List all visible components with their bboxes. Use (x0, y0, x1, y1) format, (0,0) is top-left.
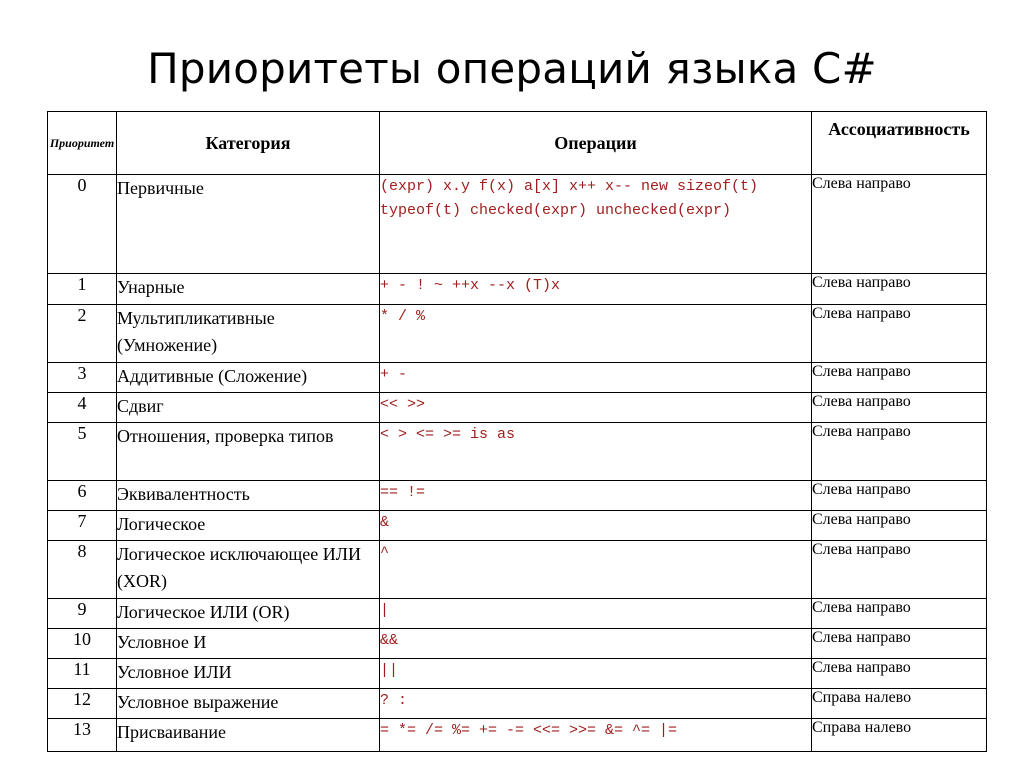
associativity-cell: Слева направо (812, 541, 987, 599)
priority-cell: 8 (48, 541, 117, 599)
operations-cell: && (380, 629, 812, 659)
priority-cell: 3 (48, 363, 117, 393)
priority-cell: 6 (48, 481, 117, 511)
category-cell: Мультипликативные (Умножение) (117, 305, 380, 363)
header-operations: Операции (380, 112, 812, 175)
table-header-row (48, 112, 987, 175)
operations-cell: (expr) x.y f(x) a[x] x++ x-- new sizeof(t) typeof(t) checked(expr) unchecked(expr) (380, 175, 812, 274)
operations-cell: + - ! ~ ++x --x (T)x (380, 274, 812, 305)
table-row (48, 481, 987, 511)
associativity-cell: Слева направо (812, 393, 987, 423)
page-title: Приоритеты операций языка C# (147, 44, 877, 93)
associativity-cell: Слева направо (812, 599, 987, 629)
table-row (48, 599, 987, 629)
priority-cell: 4 (48, 393, 117, 423)
category-cell: Условное выражение (117, 689, 380, 719)
associativity-cell: Слева направо (812, 659, 987, 689)
header-priority: Приоритет (48, 112, 117, 175)
operations-cell: || (380, 659, 812, 689)
category-cell: Сдвиг (117, 393, 380, 423)
associativity-cell: Справа налево (812, 689, 987, 719)
associativity-cell: Слева направо (812, 629, 987, 659)
operations-cell: = *= /= %= += -= <<= >>= &= ^= |= (380, 719, 812, 752)
table-row (48, 511, 987, 541)
category-cell: Аддитивные (Сложение) (117, 363, 380, 393)
associativity-cell: Слева направо (812, 423, 987, 481)
table-row (48, 363, 987, 393)
associativity-cell: Справа налево (812, 719, 987, 752)
header-category: Категория (117, 112, 380, 175)
category-cell: Первичные (117, 175, 380, 274)
operations-cell: | (380, 599, 812, 629)
table-row (48, 629, 987, 659)
associativity-cell: Слева направо (812, 305, 987, 363)
header-associativity: Ассоциативность (812, 112, 987, 175)
category-cell: Присваивание (117, 719, 380, 752)
category-cell: Условное И (117, 629, 380, 659)
table-row (48, 689, 987, 719)
table-row (48, 175, 987, 274)
priority-cell: 10 (48, 629, 117, 659)
category-cell: Условное ИЛИ (117, 659, 380, 689)
category-cell: Логическое (117, 511, 380, 541)
precedence-table (47, 111, 987, 752)
category-cell: Логическое исключающее ИЛИ (XOR) (117, 541, 380, 599)
operations-cell: ? : (380, 689, 812, 719)
priority-cell: 1 (48, 274, 117, 305)
operations-cell: < > <= >= is as (380, 423, 812, 481)
operations-cell: ^ (380, 541, 812, 599)
operations-cell: & (380, 511, 812, 541)
operations-cell: << >> (380, 393, 812, 423)
associativity-cell: Слева направо (812, 274, 987, 305)
priority-cell: 2 (48, 305, 117, 363)
table-row (48, 305, 987, 363)
priority-cell: 9 (48, 599, 117, 629)
table-row (48, 659, 987, 689)
priority-cell: 11 (48, 659, 117, 689)
operations-cell: == != (380, 481, 812, 511)
operations-cell: * / % (380, 305, 812, 363)
table-row (48, 423, 987, 481)
table-row (48, 541, 987, 599)
priority-cell: 7 (48, 511, 117, 541)
table-row (48, 393, 987, 423)
priority-cell: 5 (48, 423, 117, 481)
category-cell: Унарные (117, 274, 380, 305)
associativity-cell: Слева направо (812, 511, 987, 541)
table-body (48, 175, 987, 752)
priority-cell: 0 (48, 175, 117, 274)
table-row (48, 719, 987, 752)
table-row (48, 274, 987, 305)
category-cell: Эквивалентность (117, 481, 380, 511)
category-cell: Логическое ИЛИ (OR) (117, 599, 380, 629)
associativity-cell: Слева направо (812, 363, 987, 393)
associativity-cell: Слева направо (812, 481, 987, 511)
category-cell: Отношения, проверка типов (117, 423, 380, 481)
priority-cell: 12 (48, 689, 117, 719)
associativity-cell: Слева направо (812, 175, 987, 274)
operations-cell: + - (380, 363, 812, 393)
priority-cell: 13 (48, 719, 117, 752)
